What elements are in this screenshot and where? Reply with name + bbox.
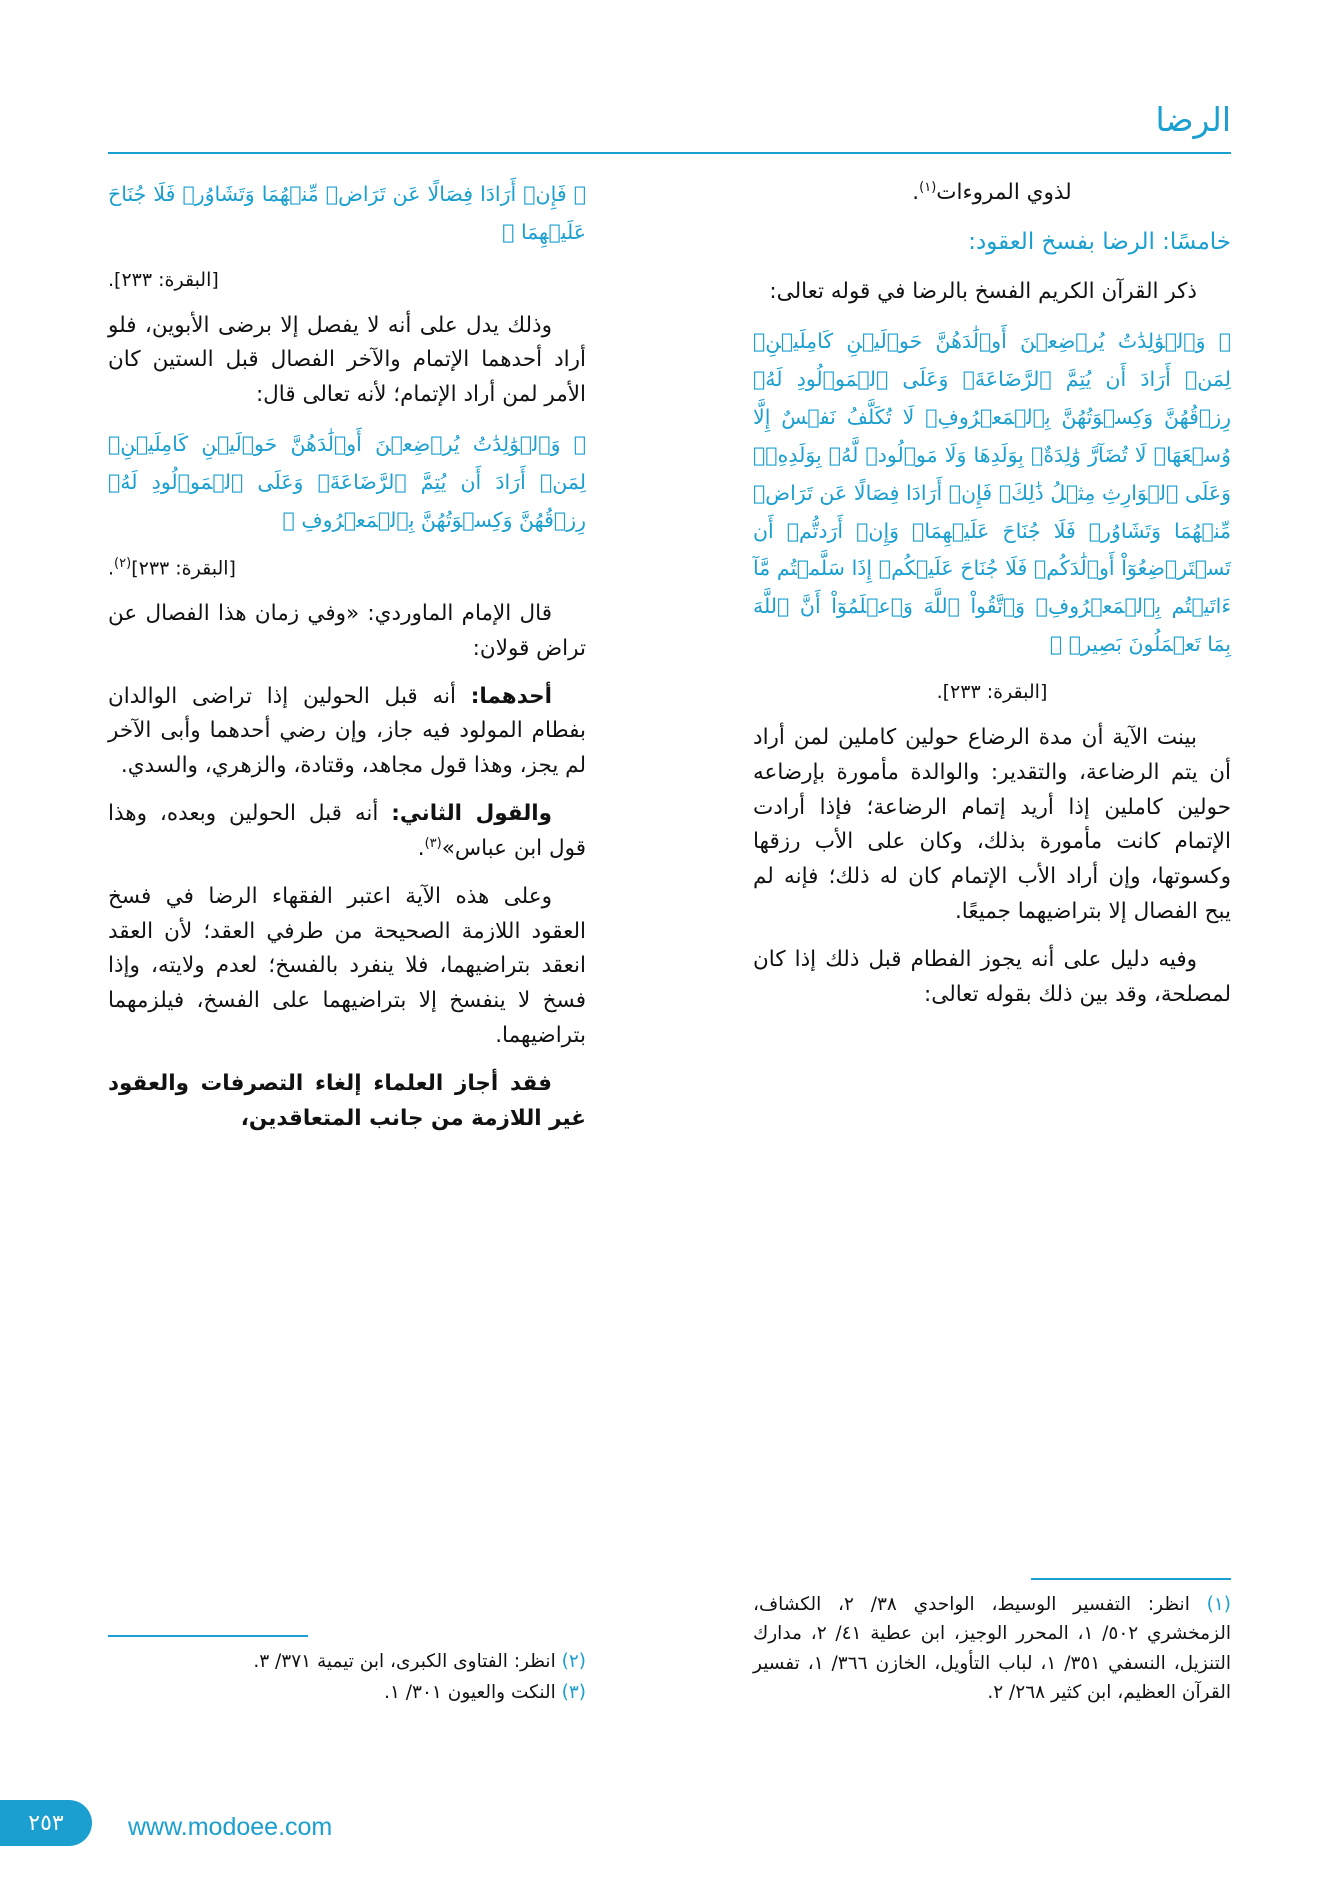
- page-number-badge: ٢٥٣: [0, 1800, 92, 1846]
- right-col-footnotes: [753, 1578, 1231, 1710]
- footnote-divider: [1031, 1578, 1231, 1580]
- right-col-line-1-text: لذوي المروءات: [936, 180, 1072, 205]
- left-col-para-2: قال الإمام الماوردي: «وفي زمان هذا الفصال عن تراض قولان:: [108, 600, 586, 661]
- right-column: [753, 176, 1231, 1710]
- quran-verse-3-reference: [108, 553, 586, 584]
- left-col-para-4-end: .: [417, 835, 425, 861]
- footnote-item: [108, 1647, 586, 1677]
- quran-verse-3-ref-text: [البقرة: ٢٣٣]: [131, 557, 236, 580]
- quran-verse-3-ref-end: .: [108, 557, 115, 580]
- footnote-number: (١): [1206, 1593, 1231, 1615]
- left-col-para-5: وعلى هذه الآية اعتبر الفقهاء الرضا في فسخ العقود اللازمة الصحيحة من طرفي العقد؛ لأن العقد انعقد بتراضيهما، فلا ينفرد بالفسخ؛ لعدم ولايته، وإذا فسخ لا ينفسخ إلا بتراضيهما على الفسخ، فيلزمهما بتراضيهما.: [108, 883, 586, 1049]
- left-col-para-3: [108, 680, 586, 784]
- left-col-para-4-text: أنه قبل الحولين وبعده، وهذا قول ابن عباس»: [108, 801, 586, 861]
- footnote-text: النكت والعيون ٣٠١/ ١.: [384, 1682, 556, 1704]
- right-col-line-1-end: .: [912, 180, 920, 205]
- footnote-text: انظر: الفتاوى الكبرى، ابن تيمية ٣٧١/ ٣.: [253, 1650, 556, 1672]
- footnote-marker-3: (٣): [424, 835, 442, 851]
- right-col-para-2: بينت الآية أن مدة الرضاع حولين كاملين لمن أراد أن يتم الرضاعة، والتقدير: والوالدة مأمورة بإرضاعه حولين كاملين إذا أريد إتمام الرضاعة؛ فإذا أرادت الإتمام كانت مأمورة بذلك، وكان على الأب رزقها وكسوتها، وإن أراد الأب الإتمام كان له ذلك؛ فإنه لم يبح الفصال إلا بتراضيهما جميعًا.: [753, 724, 1231, 925]
- footnote-item: [108, 1678, 586, 1708]
- page-footer: [0, 1780, 1339, 1890]
- left-col-para-6: فقد أجاز العلماء إلغاء التصرفات والعقود غير اللازمة من جانب المتعاقدين،: [108, 1070, 586, 1131]
- quran-verse-1-reference: [البقرة: ٢٣٣].: [936, 681, 1048, 704]
- text-columns: [108, 176, 1231, 1710]
- left-col-para-3-label: أحدهما:: [470, 683, 552, 709]
- quran-verse-2: ﴿ فَإِنۡ أَرَادَا فِصَالًا عَن تَرَاضٖ مِّنۡهُمَا وَتَشَاوُرٖ فَلَا جُنَاحَ عَلَيۡهِمَا ﴾: [108, 182, 586, 244]
- header-divider: [108, 152, 1231, 154]
- footnote-marker-2: (٢): [114, 555, 132, 571]
- right-col-para-1: ذكر القرآن الكريم الفسخ بالرضا في قوله تعالى:: [769, 279, 1197, 305]
- left-column: [108, 176, 586, 1710]
- website-url[interactable]: www.modoee.com: [128, 1813, 333, 1841]
- quran-verse-1: ﴿ وَٱلۡوَٰلِدَٰتُ يُرۡضِعۡنَ أَوۡلَٰدَهُنَّ حَوۡلَيۡنِ كَامِلَيۡنِۖ لِمَنۡ أَرَادَ أَن يُتِمَّ ٱلرَّضَاعَةَۚ وَعَلَى ٱلۡمَوۡلُودِ لَهُۥ رِزۡقُهُنَّ وَكِسۡوَتُهُنَّ بِٱلۡمَعۡرُوفِۚ لَا تُكَلَّفُ نَفۡسٌ إِلَّا وُسۡعَهَاۚ لَا تُضَآرَّ وَٰلِدَةٌۢ بِوَلَدِهَا وَلَا مَوۡلُودٞ لَّهُۥ بِوَلَدِهِۦۚ وَعَلَى ٱلۡوَارِثِ مِثۡلُ ذَٰلِكَۗ فَإِنۡ أَرَادَا فِصَالًا عَن تَرَاضٖ مِّنۡهُمَا وَتَشَاوُرٖ فَلَا جُنَاحَ عَلَيۡهِمَاۗ وَإِنۡ أَرَدتُّمۡ أَن تَسۡتَرۡضِعُوٓاْ أَوۡلَٰدَكُمۡ فَلَا جُنَاحَ عَلَيۡكُمۡ إِذَا سَلَّمۡتُم مَّآ ءَاتَيۡتُم بِٱلۡمَعۡرُوفِۗ وَٱتَّقُواْ ٱللَّهَ وَٱعۡلَمُوٓاْ أَنَّ ٱللَّهَ بِمَا تَعۡمَلُونَ بَصِيرٞ ﴾: [753, 328, 1231, 657]
- section-heading: خامسًا: الرضا بفسخ العقود:: [968, 228, 1231, 255]
- left-col-para-4-label: والقول الثاني:: [391, 801, 553, 827]
- footnote-divider: [108, 1635, 308, 1637]
- footnote-text: انظر: التفسير الوسيط، الواحدي ٣٨/ ٢، الكشاف، الزمخشري ٥٠٢/ ١، المحرر الوجيز، ابن عطية ٤١/ ٢، مدارك التنزيل، النسفي ٣٥١/ ١، لباب التأويل، الخازن ٣٦٦/ ١، تفسير القرآن العظيم، ابن كثير ٢٦٨/ ٢.: [753, 1593, 1231, 1704]
- left-col-para-4: [108, 797, 586, 867]
- footnote-item: [753, 1590, 1231, 1708]
- footnote-marker-1: (١): [919, 179, 937, 195]
- quran-verse-2-reference: [البقرة: ٢٣٣].: [108, 268, 219, 291]
- right-col-para-3: وفيه دليل على أنه يجوز الفطام قبل ذلك إذا كان لمصلحة، وقد بين ذلك بقوله تعالى:: [753, 946, 1231, 1007]
- left-col-para-3-text: أنه قبل الحولين إذا تراضى الوالدان بفطام المولود فيه جاز، وإن رضي أحدهما وأبى الآخر لم يجز، وهذا قول مجاهد، وقتادة، والزهري، والسدي.: [108, 683, 586, 779]
- left-col-para-1: وذلك يدل على أنه لا يفصل إلا برضى الأبوين، فلو أراد أحدهما الإتمام والآخر الفصال قبل الستين كان الأمر لمن أراد الإتمام؛ لأنه تعالى قال:: [108, 312, 586, 408]
- footnote-number: (٢): [561, 1650, 586, 1672]
- page-header: [108, 100, 1231, 156]
- quran-verse-3: ﴿ وَٱلۡوَٰلِدَٰتُ يُرۡضِعۡنَ أَوۡلَٰدَهُنَّ حَوۡلَيۡنِ كَامِلَيۡنِۖ لِمَنۡ أَرَادَ أَن يُتِمَّ ٱلرَّضَاعَةَۚ وَعَلَى ٱلۡمَوۡلُودِ لَهُۥ رِزۡقُهُنَّ وَكِسۡوَتُهُنَّ بِٱلۡمَعۡرُوفِ ﴾: [108, 432, 586, 532]
- left-col-footnotes: [108, 1635, 586, 1710]
- page-title: الرضا: [1155, 100, 1231, 139]
- footnote-number: (٣): [561, 1682, 586, 1704]
- right-col-line-1: [753, 176, 1231, 211]
